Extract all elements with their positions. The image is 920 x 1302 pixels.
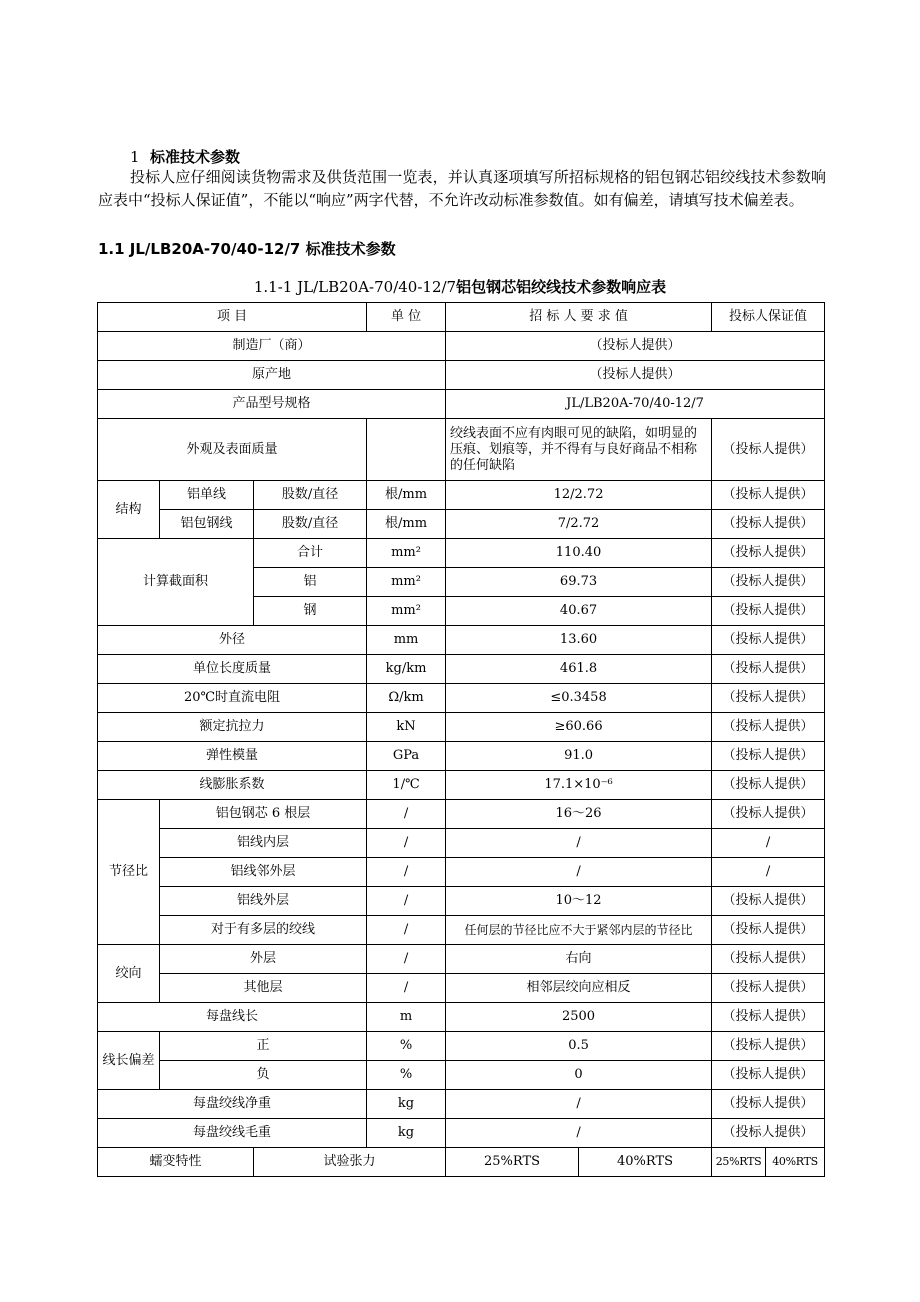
table-row [98, 1061, 825, 1090]
row-value: 69.73 [446, 568, 712, 597]
table-row [98, 539, 825, 568]
row-unit: mm [367, 626, 446, 655]
row-label: 其他层 [160, 974, 367, 1003]
table-row [98, 626, 825, 655]
row-label: 20℃时直流电阻 [98, 684, 367, 713]
row-guarantee: （投标人提供） [712, 713, 825, 742]
row-unit: / [367, 887, 446, 916]
row-guarantee: （投标人提供） [712, 771, 825, 800]
table-row [98, 1119, 825, 1148]
row-label: 钢 [254, 597, 367, 626]
row-value: 16～26 [446, 800, 712, 829]
row-unit: kg [367, 1119, 446, 1148]
table-row [98, 1090, 825, 1119]
row-guarantee: / [712, 829, 825, 858]
row-value: （投标人提供） [446, 361, 825, 390]
row-unit: 根/mm [367, 481, 446, 510]
group-label: 绞向 [98, 945, 160, 1003]
group-label: 线长偏差 [98, 1032, 160, 1090]
row-label: 每盘绞线毛重 [98, 1119, 367, 1148]
section-title: 标准技术参数 [150, 148, 241, 166]
table-row [98, 1003, 825, 1032]
table-row [98, 974, 825, 1003]
intro-paragraph: 投标人应仔细阅读货物需求及供货范围一览表，并认真逐项填写所招标规格的铝包钢芯铝绞线技术参数响应表中“投标人保证值”，不能以“响应”两字代替，不允许改动标准参数值。如有偏差，请填写技术偏差表。 [98, 168, 826, 209]
table-row [98, 1148, 825, 1177]
row-guarantee: （投标人提供） [712, 419, 825, 481]
row-value: ≤0.3458 [446, 684, 712, 713]
group-label: 结构 [98, 481, 160, 539]
table-row [98, 858, 825, 887]
row-label: 外径 [98, 626, 367, 655]
row-unit [367, 419, 446, 481]
row-guarantee: （投标人提供） [712, 1061, 825, 1090]
row-param: 股数/直径 [254, 481, 367, 510]
row-unit: / [367, 829, 446, 858]
row-label: 线膨胀系数 [98, 771, 367, 800]
row-label: 每盘线长 [98, 1003, 367, 1032]
row-value: 40.67 [446, 597, 712, 626]
row-guarantee: （投标人提供） [712, 945, 825, 974]
row-unit: 1/℃ [367, 771, 446, 800]
row-label: 额定抗拉力 [98, 713, 367, 742]
row-guarantee: （投标人提供） [712, 568, 825, 597]
row-param: 股数/直径 [254, 510, 367, 539]
row-value: 40%RTS [579, 1148, 712, 1177]
section-number: 1 [130, 148, 140, 166]
row-value: 12/2.72 [446, 481, 712, 510]
row-label: 每盘绞线净重 [98, 1090, 367, 1119]
row-label: 铝单线 [160, 481, 254, 510]
table-row [98, 916, 825, 945]
row-value: 461.8 [446, 655, 712, 684]
row-unit: GPa [367, 742, 446, 771]
row-label: 铝包钢线 [160, 510, 254, 539]
row-unit: % [367, 1032, 446, 1061]
row-label: 铝线内层 [160, 829, 367, 858]
row-unit: m [367, 1003, 446, 1032]
table-row [98, 1032, 825, 1061]
row-label: 外观及表面质量 [98, 419, 367, 481]
row-guarantee: 40%RTS [766, 1148, 825, 1177]
row-value: 绞线表面不应有肉眼可见的缺陷，如明显的压痕、划痕等，并不得有与良好商品不相称的任何缺陷 [446, 419, 712, 481]
row-unit: mm² [367, 597, 446, 626]
row-guarantee: （投标人提供） [712, 1032, 825, 1061]
row-label: 铝线邻外层 [160, 858, 367, 887]
row-label: 外层 [160, 945, 367, 974]
row-param: 试验张力 [254, 1148, 446, 1177]
row-value: 13.60 [446, 626, 712, 655]
row-unit: kN [367, 713, 446, 742]
row-value: 7/2.72 [446, 510, 712, 539]
row-guarantee: （投标人提供） [712, 742, 825, 771]
table-row [98, 829, 825, 858]
row-unit: 根/mm [367, 510, 446, 539]
table-row [98, 481, 825, 510]
row-value: / [446, 829, 712, 858]
row-value: 25%RTS [446, 1148, 579, 1177]
table-row [98, 655, 825, 684]
row-unit: kg/km [367, 655, 446, 684]
row-guarantee: 25%RTS [712, 1148, 766, 1177]
table-row [98, 684, 825, 713]
table-row [98, 887, 825, 916]
row-value: （投标人提供） [446, 332, 825, 361]
table-row [98, 945, 825, 974]
table-caption [0, 276, 920, 297]
row-label: 铝线外层 [160, 887, 367, 916]
row-unit: / [367, 974, 446, 1003]
table-row [98, 419, 825, 481]
row-value: 2500 [446, 1003, 712, 1032]
table-row [98, 771, 825, 800]
row-value: / [446, 1090, 712, 1119]
row-unit: / [367, 800, 446, 829]
row-label: 合计 [254, 539, 367, 568]
row-guarantee: （投标人提供） [712, 974, 825, 1003]
row-value: 110.40 [446, 539, 712, 568]
row-guarantee: （投标人提供） [712, 1003, 825, 1032]
row-value: ≥60.66 [446, 713, 712, 742]
row-guarantee: （投标人提供） [712, 1119, 825, 1148]
row-unit: % [367, 1061, 446, 1090]
row-unit: / [367, 945, 446, 974]
row-value: 右向 [446, 945, 712, 974]
row-guarantee: / [712, 858, 825, 887]
row-unit: mm² [367, 568, 446, 597]
row-guarantee: （投标人提供） [712, 510, 825, 539]
row-label: 对于有多层的绞线 [160, 916, 367, 945]
row-value: JL/LB20A-70/40-12/7 [446, 390, 825, 419]
row-value: / [446, 858, 712, 887]
row-label: 负 [160, 1061, 367, 1090]
row-label: 产品型号规格 [98, 390, 446, 419]
section-1-1-heading: 1.1 JL/LB20A-70/40-12/7 标准技术参数 [98, 240, 396, 258]
parameter-table [97, 302, 825, 1177]
row-unit: / [367, 916, 446, 945]
table-row [98, 800, 825, 829]
header-item: 项 目 [98, 303, 367, 332]
row-unit: kg [367, 1090, 446, 1119]
row-label: 蠕变特性 [98, 1148, 254, 1177]
row-guarantee: （投标人提供） [712, 887, 825, 916]
row-label: 正 [160, 1032, 367, 1061]
row-value: / [446, 1119, 712, 1148]
row-unit: / [367, 858, 446, 887]
row-value: 任何层的节径比应不大于紧邻内层的节径比 [446, 916, 712, 945]
row-label: 制造厂（商） [98, 332, 446, 361]
row-guarantee: （投标人提供） [712, 1090, 825, 1119]
row-guarantee: （投标人提供） [712, 626, 825, 655]
row-guarantee: （投标人提供） [712, 916, 825, 945]
row-label: 原产地 [98, 361, 446, 390]
table-header-row [98, 303, 825, 332]
row-value: 17.1×10⁻⁶ [446, 771, 712, 800]
header-guarantee: 投标人保证值 [712, 303, 825, 332]
section-1-heading [130, 146, 240, 167]
table-row [98, 510, 825, 539]
row-label: 铝包钢芯 6 根层 [160, 800, 367, 829]
row-value: 10～12 [446, 887, 712, 916]
row-value: 91.0 [446, 742, 712, 771]
row-unit: mm² [367, 539, 446, 568]
row-unit: Ω/km [367, 684, 446, 713]
row-value: 0 [446, 1061, 712, 1090]
header-requirement: 招 标 人 要 求 值 [446, 303, 712, 332]
header-unit: 单 位 [367, 303, 446, 332]
table-row [98, 742, 825, 771]
row-value: 0.5 [446, 1032, 712, 1061]
row-guarantee: （投标人提供） [712, 539, 825, 568]
group-label: 节径比 [98, 800, 160, 945]
row-label: 单位长度质量 [98, 655, 367, 684]
row-value: 相邻层绞向应相反 [446, 974, 712, 1003]
table-row [98, 713, 825, 742]
row-label: 铝 [254, 568, 367, 597]
row-guarantee: （投标人提供） [712, 481, 825, 510]
row-guarantee: （投标人提供） [712, 800, 825, 829]
table-row [98, 390, 825, 419]
row-label: 弹性模量 [98, 742, 367, 771]
row-guarantee: （投标人提供） [712, 684, 825, 713]
table-row [98, 332, 825, 361]
table-row [98, 361, 825, 390]
row-guarantee: （投标人提供） [712, 655, 825, 684]
caption-title: 铝包钢芯铝绞线技术参数响应表 [456, 278, 667, 296]
group-label: 计算截面积 [98, 539, 254, 626]
caption-code: 1.1-1 JL/LB20A-70/40-12/7 [253, 278, 457, 296]
row-guarantee: （投标人提供） [712, 597, 825, 626]
